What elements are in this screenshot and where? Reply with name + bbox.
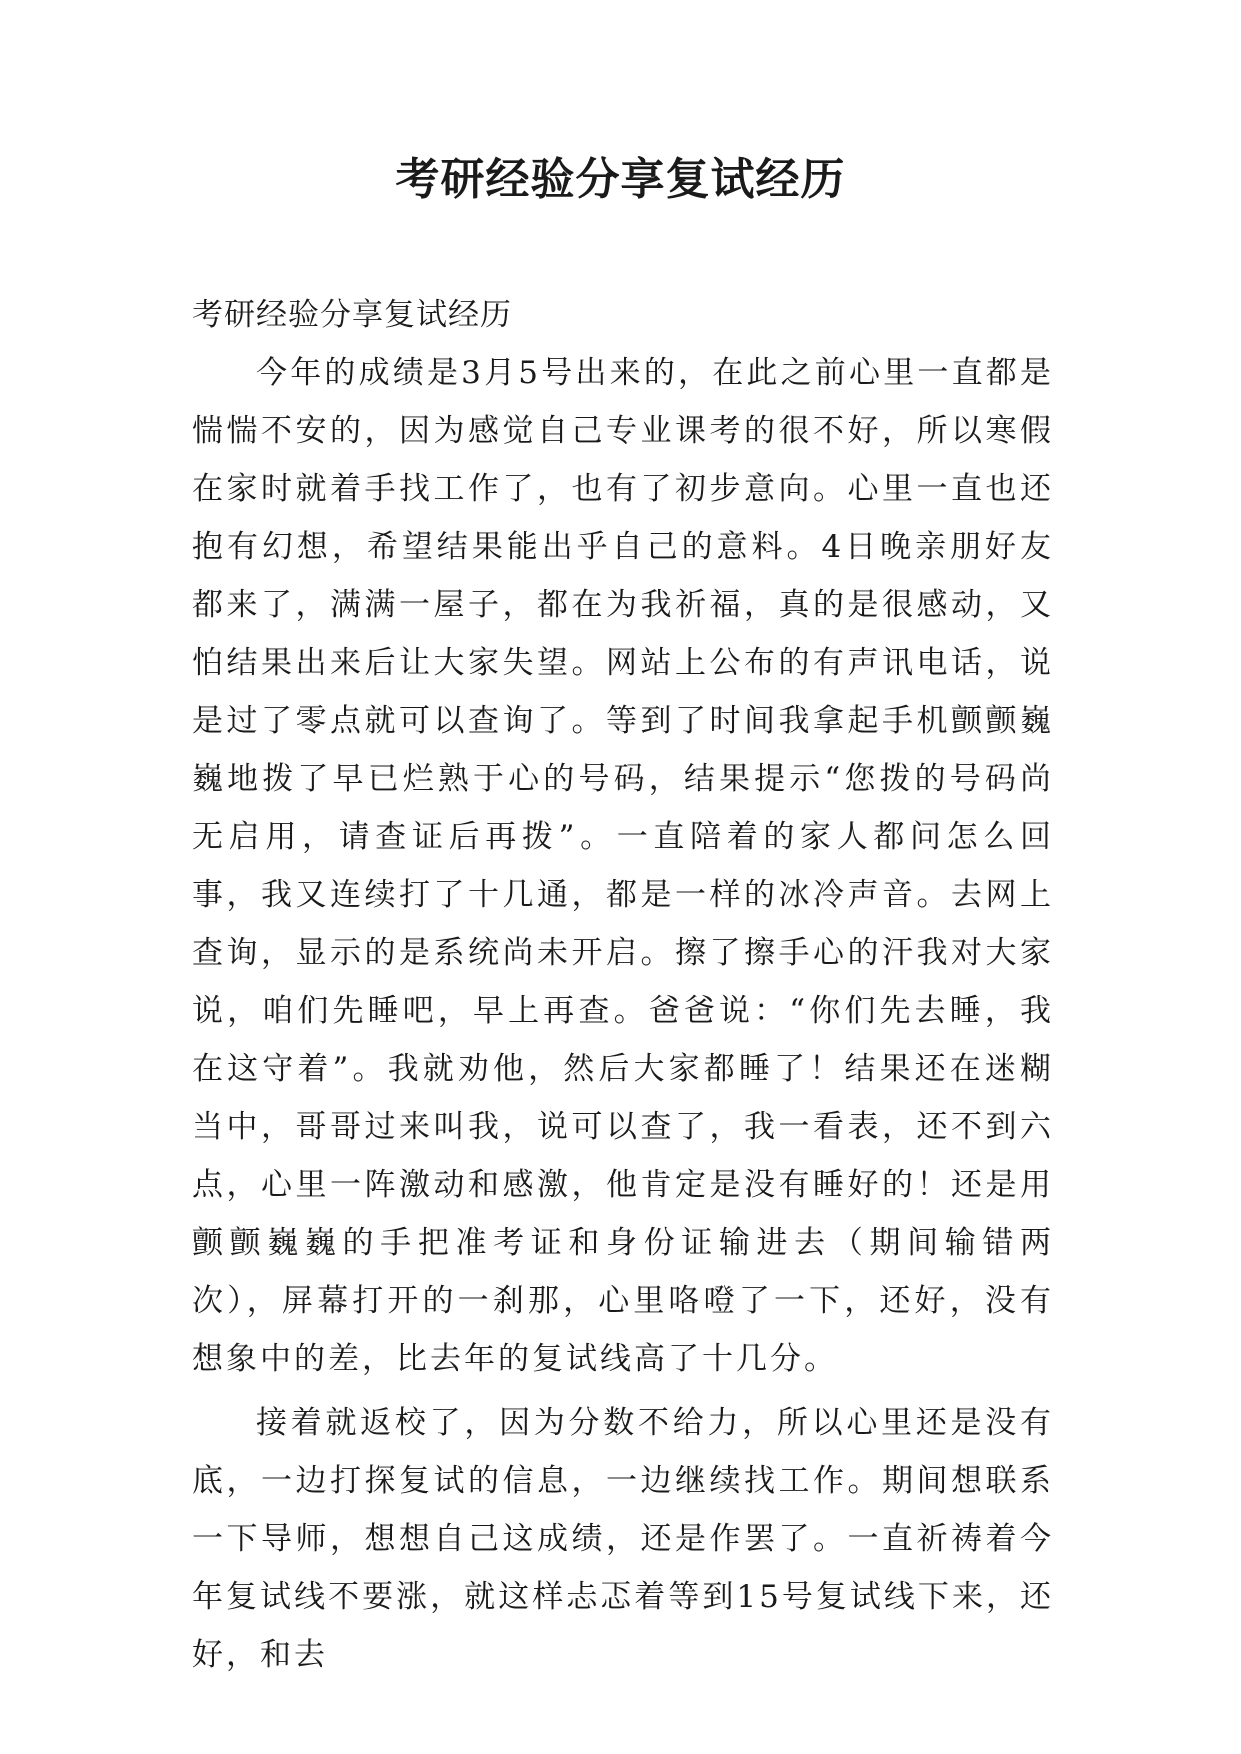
document-subtitle: 考研经验分享复试经历 <box>192 297 512 333</box>
document-body <box>192 286 1054 1684</box>
paragraph-2: 接着就返校了，因为分数不给力，所以心里还是没有底，一边打探复试的信息，一边继续找工作。期间想联系一下导师，想想自己这成绩，还是作罢了。一直祈祷着今年复试线不要涨，就这样忐忑着等到15号复试线下来，还好，和去 <box>192 1405 1054 1673</box>
paragraph-1: 今年的成绩是3月5号出来的，在此之前心里一直都是惴惴不安的，因为感觉自己专业课考的很不好，所以寒假在家时就着手找工作了，也有了初步意向。心里一直也还抱有幻想，希望结果能出乎自己的意料。4日晚亲朋好友都来了，满满一屋子，都在为我祈福，真的是很感动，又怕结果出来后让大家失望。网站上公布的有声讯电话，说是过了零点就可以查询了。等到了时间我拿起手机颤颤巍巍地拨了早已烂熟于心的号码，结果提示“您拨的号码尚无启用，请查证后再拨”。一直陪着的家人都问怎么回事，我又连续打了十几通，都是一样的冰冷声音。去网上查询，显示的是系统尚未开启。擦了擦手心的汗我对大家说，咱们先睡吧，早上再查。爸爸说：“你们先去睡，我在这守着”。我就劝他，然后大家都睡了！结果还在迷糊当中，哥哥过来叫我，说可以查了，我一看表，还不到六点，心里一阵激动和感激，他肯定是没有睡好的！还是用颤颤巍巍的手把准考证和身份证输进去（期间输错两次），屏幕打开的一刹那，心里咯噔了一下，还好，没有想象中的差，比去年的复试线高了十几分。 <box>192 355 1054 1377</box>
document-title: 考研经验分享复试经历 <box>395 154 846 205</box>
